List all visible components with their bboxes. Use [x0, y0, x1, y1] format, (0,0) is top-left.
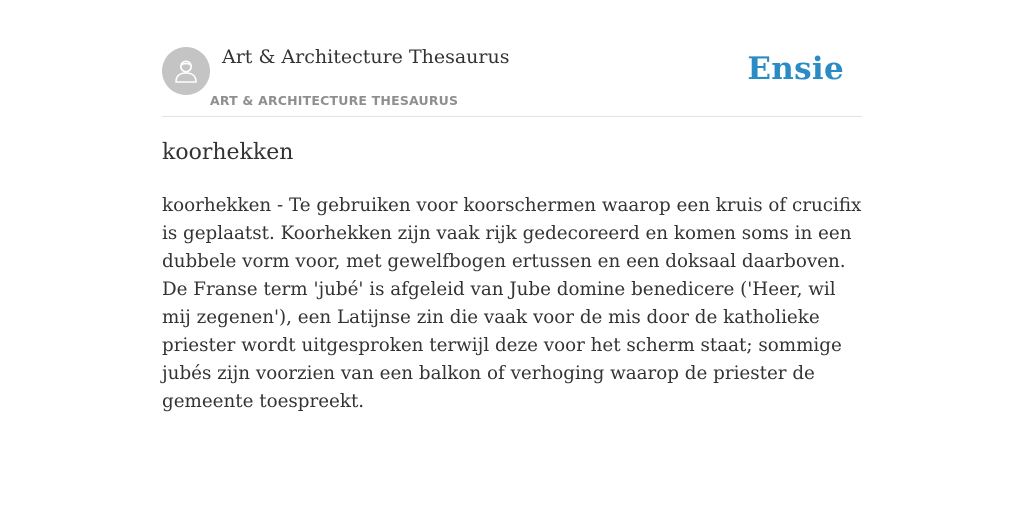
source-title[interactable]: Art & Architecture Thesaurus	[222, 46, 510, 68]
entry-term: koorhekken	[162, 140, 294, 165]
page-content	[162, 0, 862, 412]
source-subtitle: ART & ARCHITECTURE THESAURUS	[210, 93, 459, 108]
user-icon	[171, 56, 201, 86]
source-header	[162, 0, 862, 117]
avatar[interactable]	[162, 47, 210, 95]
entry-definition: koorhekken - Te gebruiken voor koorschermen waarop een kruis of crucifix is geplaatst. Koorhekken zijn vaak rijk gedecoreerd en komen soms in een dubbele vorm voor, met gewelfbogen ertussen en een doksaal daarboven. De Franse term 'jubé' is afgeleid van Jube domine benedicere ('Heer, wil mij zegenen'), een Latijnse zin die vaak voor de mis door de katholieke priester wordt uitgesproken terwijl deze voor het scherm staat; sommige jubés zijn voorzien van een balkon of verhoging waarop de priester de gemeente toespreekt.	[162, 195, 862, 412]
ensie-logo-link[interactable]: Ensie	[747, 51, 844, 87]
